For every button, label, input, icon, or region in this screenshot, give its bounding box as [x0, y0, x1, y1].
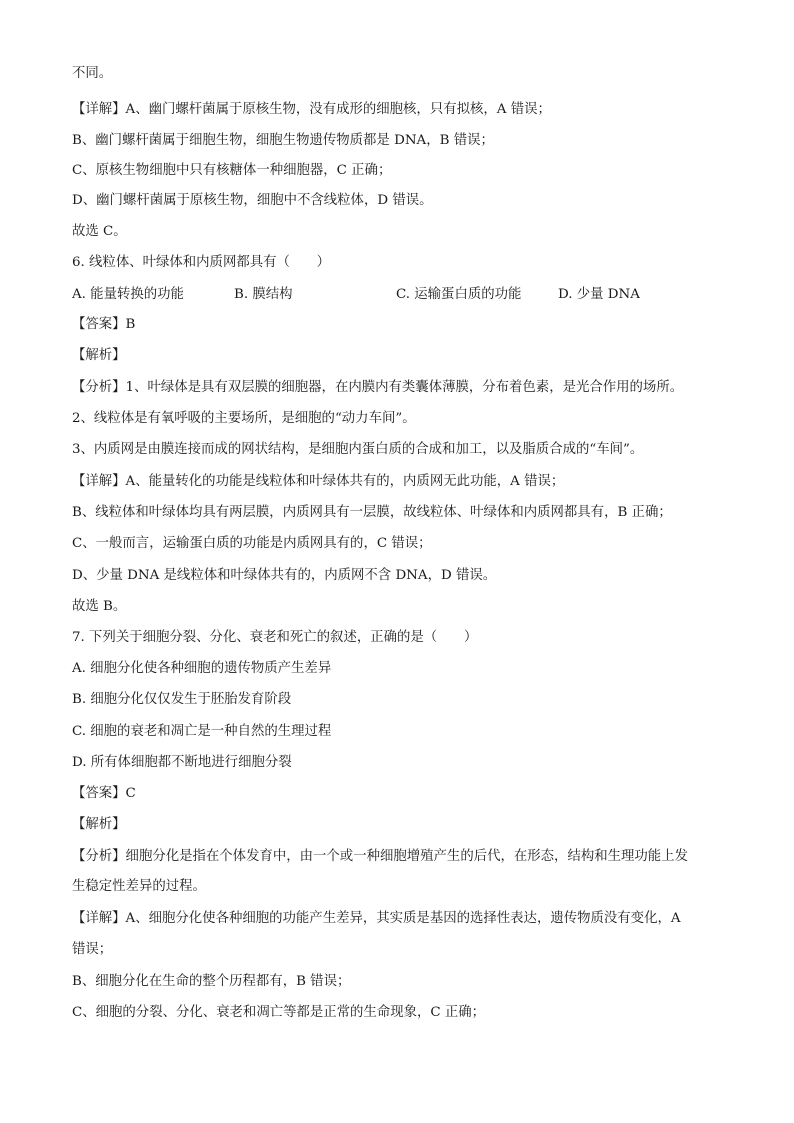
conclusion-line: 故选 B。	[72, 599, 127, 614]
option-a: A. 能量转换的功能	[72, 287, 184, 302]
option-b: B. 细胞分化仅仅发生于胚胎发育阶段	[72, 692, 292, 707]
option-d: D. 少量 DNA	[558, 287, 640, 302]
option-a: A. 细胞分化使各种细胞的遗传物质产生差异	[72, 661, 332, 676]
option-b: B. 膜结构	[234, 287, 293, 302]
analysis-line: 【分析】1、叶绿体是具有双层膜的细胞器，在内膜内有类囊体薄膜，分布着色素，是光合作用的场所。	[72, 380, 684, 395]
question-6-stem: 6. 线粒体、叶绿体和内质网都具有（ ）	[72, 255, 331, 270]
text-line: B、幽门螺杆菌属于细胞生物，细胞生物遗传物质都是 DNA，B 错误；	[72, 133, 494, 148]
option-d: D. 所有体细胞都不断地进行细胞分裂	[72, 755, 292, 770]
text-line: 3、内质网是由膜连接而成的网状结构，是细胞内蛋白质的合成和加工，以及脂质合成的“车间”。	[72, 442, 644, 457]
text-line: 生稳定性差异的过程。	[72, 879, 206, 894]
option-c: C. 细胞的衰老和凋亡是一种自然的生理过程	[72, 724, 332, 739]
text-line: B、细胞分化在生命的整个历程都有，B 错误；	[72, 974, 351, 989]
text-line: C、原核生物细胞中只有核糖体一种细胞器，C 正确；	[72, 163, 392, 178]
analysis-line: 【分析】细胞分化是指在个体发育中，由一个或一种细胞增殖产生的后代，在形态，结构和生理功能上发	[72, 849, 688, 864]
analysis-heading: 【解析】	[72, 817, 126, 832]
answer-line: 【答案】C	[72, 786, 136, 801]
detail-line: 【详解】A、细胞分化使各种细胞的功能产生差异，其实质是基因的选择性表达，遗传物质没有变化，A	[72, 911, 681, 926]
question-6-options	[72, 285, 724, 305]
question-7-stem: 7. 下列关于细胞分裂、分化、衰老和死亡的叙述，正确的是（ ）	[72, 630, 478, 645]
text-line: C、细胞的分裂、分化、衰老和凋亡等都是正常的生命现象，C 正确；	[72, 1005, 486, 1020]
detail-line: 【详解】A、能量转化的功能是线粒体和叶绿体共有的，内质网无此功能，A 错误；	[72, 474, 565, 489]
answer-line: 【答案】B	[72, 317, 136, 332]
option-c: C. 运输蛋白质的功能	[396, 287, 522, 302]
text-line: 错误；	[72, 942, 113, 957]
text-line: D、幽门螺杆菌属于原核生物，细胞中不含线粒体，D 错误。	[72, 193, 433, 208]
text-line: C、一般而言，运输蛋白质的功能是内质网具有的，C 错误；	[72, 536, 432, 551]
text-line: D、少量 DNA 是线粒体和叶绿体共有的，内质网不含 DNA，D 错误。	[72, 568, 497, 583]
text-line: 2、线粒体是有氧呼吸的主要场所，是细胞的“动力车间”。	[72, 411, 416, 426]
text-line: B、线粒体和叶绿体均具有两层膜，内质网具有一层膜，故线粒体、叶绿体和内质网都具有，B 正确；	[72, 505, 672, 520]
text-line: 不同。	[72, 66, 113, 81]
detail-line: 【详解】A、幽门螺杆菌属于原核生物，没有成形的细胞核，只有拟核，A 错误；	[72, 102, 551, 117]
conclusion-line: 故选 C。	[72, 224, 127, 239]
analysis-heading: 【解析】	[72, 348, 126, 363]
